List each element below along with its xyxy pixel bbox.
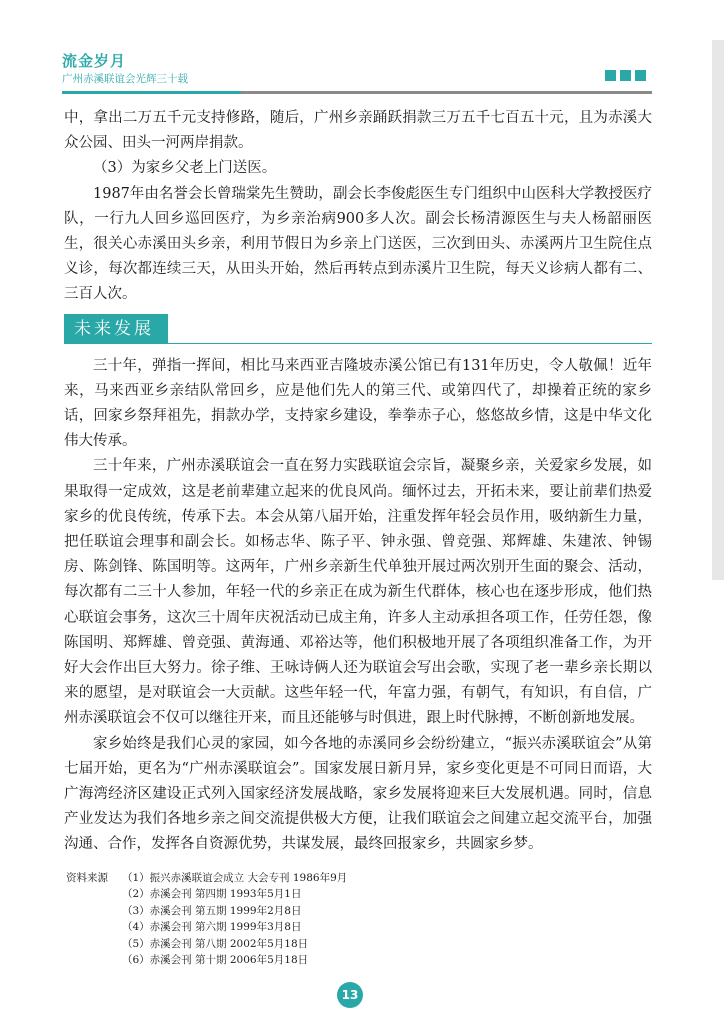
header-subtitle: 广州赤溪联谊会光辉三十载 [62,73,188,85]
source-item: （1）振兴赤溪联谊会成立 大会专刊 1986年9月 [122,872,348,884]
page-edge-bar [712,40,724,580]
source-row [66,919,486,935]
source-item: （3）赤溪会刊 第五期 1999年2月8日 [122,904,302,917]
source-item: （5）赤溪会刊 第八期 2002年5月18日 [122,937,309,950]
paragraph-4: 三十年，弹指一挥间，相比马来西亚吉隆坡赤溪公馆已有131年历史，令人敬佩！近年来，马来西亚乡亲结队常回乡，应是他们先人的第三代、或第四代了，却操着正统的家乡话，回家乡祭拜祖先，捐款办学，支持家乡建设，拳拳赤子心，悠悠故乡情，这是中华文化伟大传承。 [64,357,652,450]
sources-list [66,870,486,968]
source-item: （4）赤溪会刊 第六期 1999年3月8日 [122,921,302,934]
running-header [62,50,652,94]
square-icon [605,70,616,81]
header-decoration [605,70,646,81]
section-title: 未来发展 [64,314,168,344]
paragraph-1: 中，拿出二万五千元支持修路，随后，广州乡亲踊跃捐款三万五千七百五十元，且为赤溪大众公园、田头一河两岸捐款。 [64,110,652,152]
page-number: 13 [337,982,363,1008]
section-heading [64,314,652,344]
header-title: 流金岁月 [62,52,127,70]
header-rule [62,91,652,94]
source-item: （2）赤溪会刊 第四期 1993年5月1日 [122,888,302,901]
sources-label: 资料来源 [66,872,108,884]
paragraph-5: 三十年来，广州赤溪联谊会一直在努力实践联谊会宗旨，凝聚乡亲，关爱家乡发展，如果取得一定成效，这是老前辈建立起来的优良风尚。缅怀过去，开拓未来，要让前辈们热爱家乡的优良传统，传承下去。本会从第八届开始，注重发挥年轻会员作用，吸纳新生力量，把任联谊会理事和副会长。如杨志华、陈子平、钟永强、曾竞强、郑辉雄、朱建浓、钟锡房、陈剑锋、陈国明等。这两年，广州乡亲新生代单独开展过两次别开生面的聚会、活动，每次都有二三十人参加，年轻一代的乡亲正在成为新生代群体，核心也在逐步形成，他们热心联谊会事务，这次三十周年庆祝活动已成主角，许多人主动承担各项工作，任劳任怨，像陈国明、郑辉雄、曾竞强、黄海通、邓裕达等，他们积极地开展了各项组织准备工作，为开好大会作出巨大努力。徐子维、王咏诗俩人还为联谊会写出会歌，实现了老一辈乡亲长期以来的愿望，是对联谊会一大贡献。这些年轻一代，年富力强，有朝气，有知识，有自信，广州赤溪联谊会不仅可以继往开来，而且还能够与时俱进，跟上时代脉搏，不断创新地发展。 [64,458,652,727]
source-row [66,952,486,968]
paragraph-3: 1987年由名誉会长曾瑞棠先生赞助，副会长李俊彪医生专门组织中山医科大学教授医疗队，一行九人回乡巡回医疗，为乡亲治病900多人次。副会长杨清源医生与夫人杨韶丽医生，很关心赤溪田头乡亲，利用节假日为乡亲上门送医，三次到田头、赤溪两片卫生院住点义诊，每次都连续三天，从田头开始，然后再转点到赤溪片卫生院，每天义诊病人都有二、三百人次。 [64,185,652,303]
paragraph-item-3: （3）为家乡父老上门送医。 [93,160,277,177]
section-rule [64,343,652,344]
source-row [66,936,486,952]
paragraph-6: 家乡始终是我们心灵的家园，如今各地的赤溪同乡会纷纷建立，“振兴赤溪联谊会”从第七届开始，更名为“广州赤溪联谊会”。国家发展日新月异，家乡变化更是不可同日而语，大广海湾经济区建设正式列入国家经济发展战略，家乡发展将迎来巨大发展机遇。同时，信息产业发达为我们各地乡亲之间交流提供极大方便，让我们联谊会之间建立起交流平台，加强沟通、合作，发挥各自资源优势，共谋发展，最终回报家乡，共圆家乡梦。 [64,735,652,853]
source-row [66,886,486,902]
source-row [66,903,486,919]
source-item: （6）赤溪会刊 第十期 2006年5月18日 [122,954,309,967]
source-row [66,870,486,886]
article-body [64,106,652,858]
square-icon [635,70,646,81]
square-icon [620,70,631,81]
